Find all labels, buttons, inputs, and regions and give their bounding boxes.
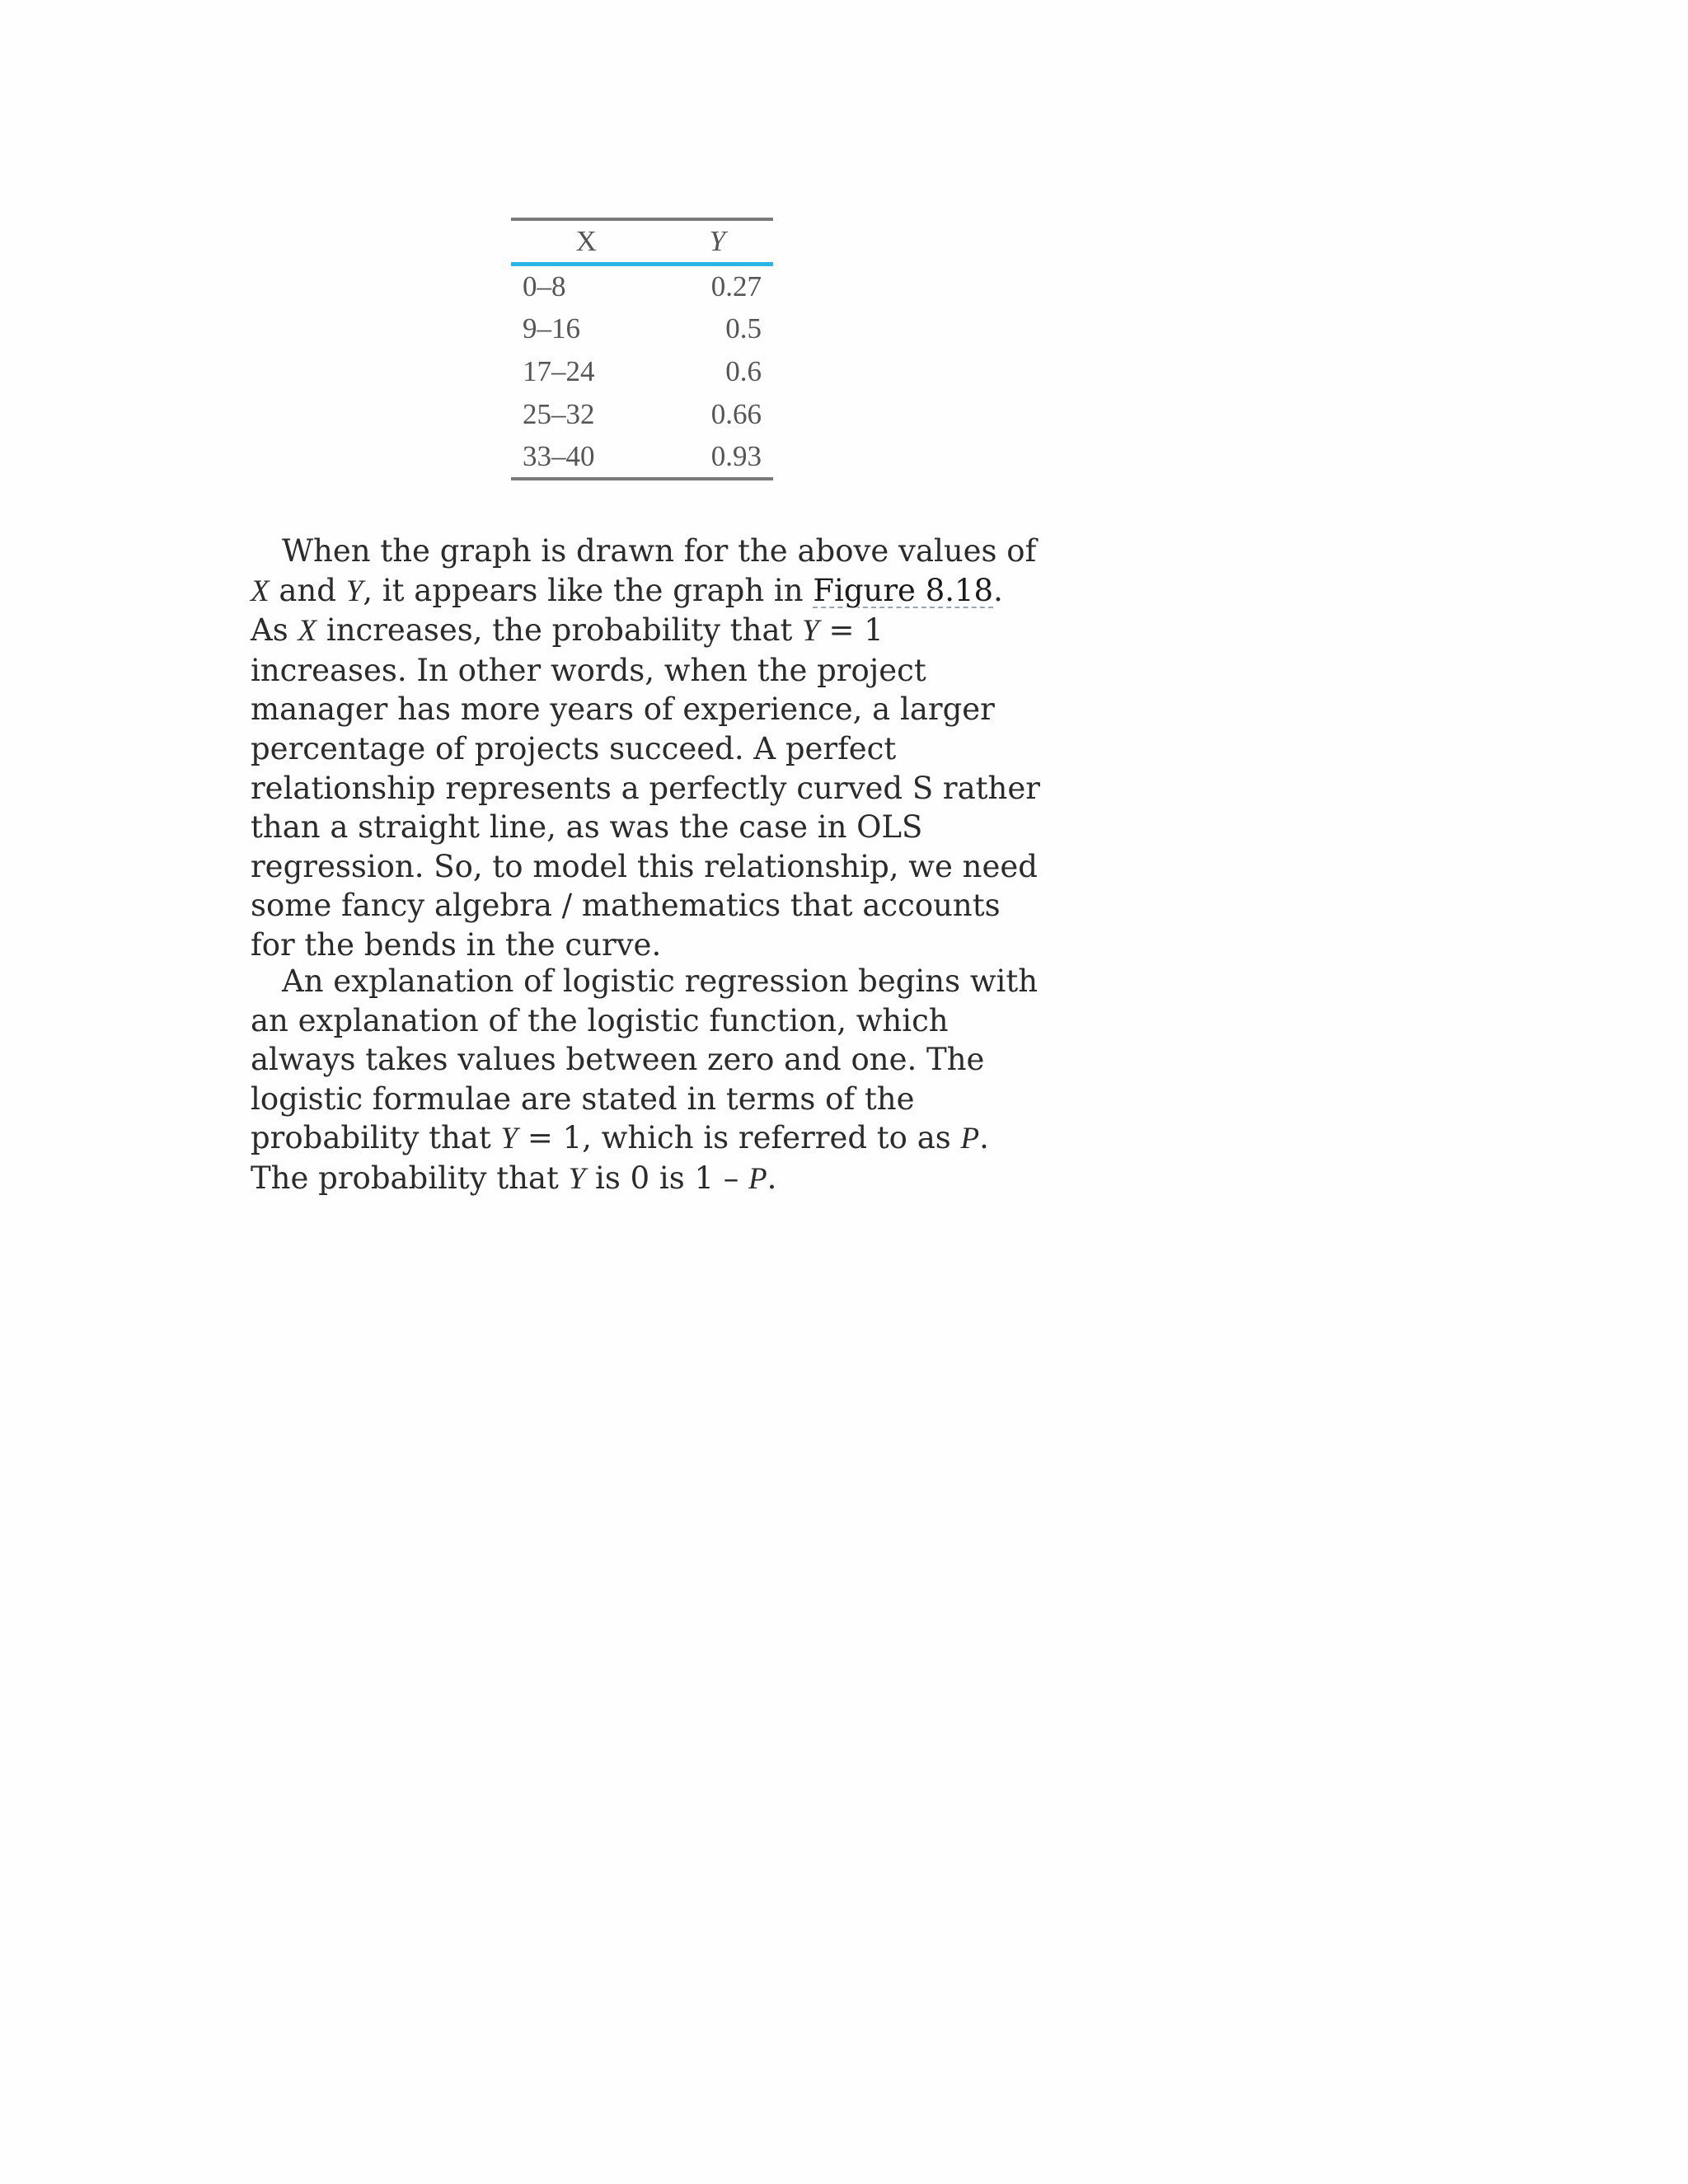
figure-link[interactable]: Figure 8.18	[813, 572, 994, 608]
table-row	[511, 265, 773, 307]
text-segment: . As	[251, 572, 1003, 649]
text-segment: is 0 is 1 –	[585, 1160, 749, 1196]
variable-y: Y	[500, 1122, 518, 1156]
table-body	[511, 265, 773, 479]
table-header	[511, 219, 773, 265]
text-segment: . The probability that	[251, 1120, 989, 1196]
variable-y: Y	[568, 1161, 586, 1196]
text-segment: = 1 increases. In other words, when the project manager has more years of experience, a larger percentage of projects succeed. A perfect relationship represents a perfectly curved S rather than a straight line, as was the case in OLS regression. So, to model this relationship, we need some fancy algebra / mathematics that accounts for the bends in the curve.	[251, 612, 1040, 963]
body-paragraph-1	[251, 532, 1042, 965]
x-cell: 33–40	[523, 439, 595, 472]
text-segment: and	[269, 572, 346, 608]
table-row	[511, 350, 773, 393]
table-header-row	[511, 219, 773, 265]
data-table	[511, 218, 773, 480]
table-row	[511, 393, 773, 436]
text-segment: = 1, which is referred to as	[518, 1120, 961, 1156]
variable-p: P	[748, 1161, 767, 1196]
body-paragraph-2	[251, 962, 1042, 1199]
y-cell: 0.93	[710, 439, 762, 472]
x-column-header: X	[511, 219, 662, 265]
text-segment: When the graph is drawn for the above values of	[282, 533, 1037, 569]
y-cell: 0.5	[725, 312, 762, 344]
variable-y: Y	[802, 614, 819, 649]
x-cell: 0–8	[523, 269, 566, 302]
y-cell: 0.27	[710, 269, 762, 302]
variable-x: X	[251, 574, 270, 608]
y-cell: 0.6	[725, 354, 762, 387]
y-column-header: Y	[662, 219, 773, 265]
text-segment: .	[767, 1160, 777, 1196]
text-segment: increases, the probability that	[316, 612, 803, 649]
text-segment: , it appears like the graph in	[363, 572, 814, 608]
table-row	[511, 436, 773, 479]
variable-y: Y	[345, 574, 363, 608]
x-cell: 9–16	[523, 312, 580, 344]
x-cell: 25–32	[523, 397, 595, 430]
variable-p: P	[960, 1122, 980, 1156]
x-cell: 17–24	[523, 354, 595, 387]
y-cell: 0.66	[710, 397, 762, 430]
variable-x: X	[298, 614, 317, 649]
text-segment: An explanation of logistic regression begins with an explanation of the logistic function, which always takes values between zero and one. The logistic formulae are stated in terms of the probability that	[251, 963, 1039, 1156]
table-row	[511, 307, 773, 350]
